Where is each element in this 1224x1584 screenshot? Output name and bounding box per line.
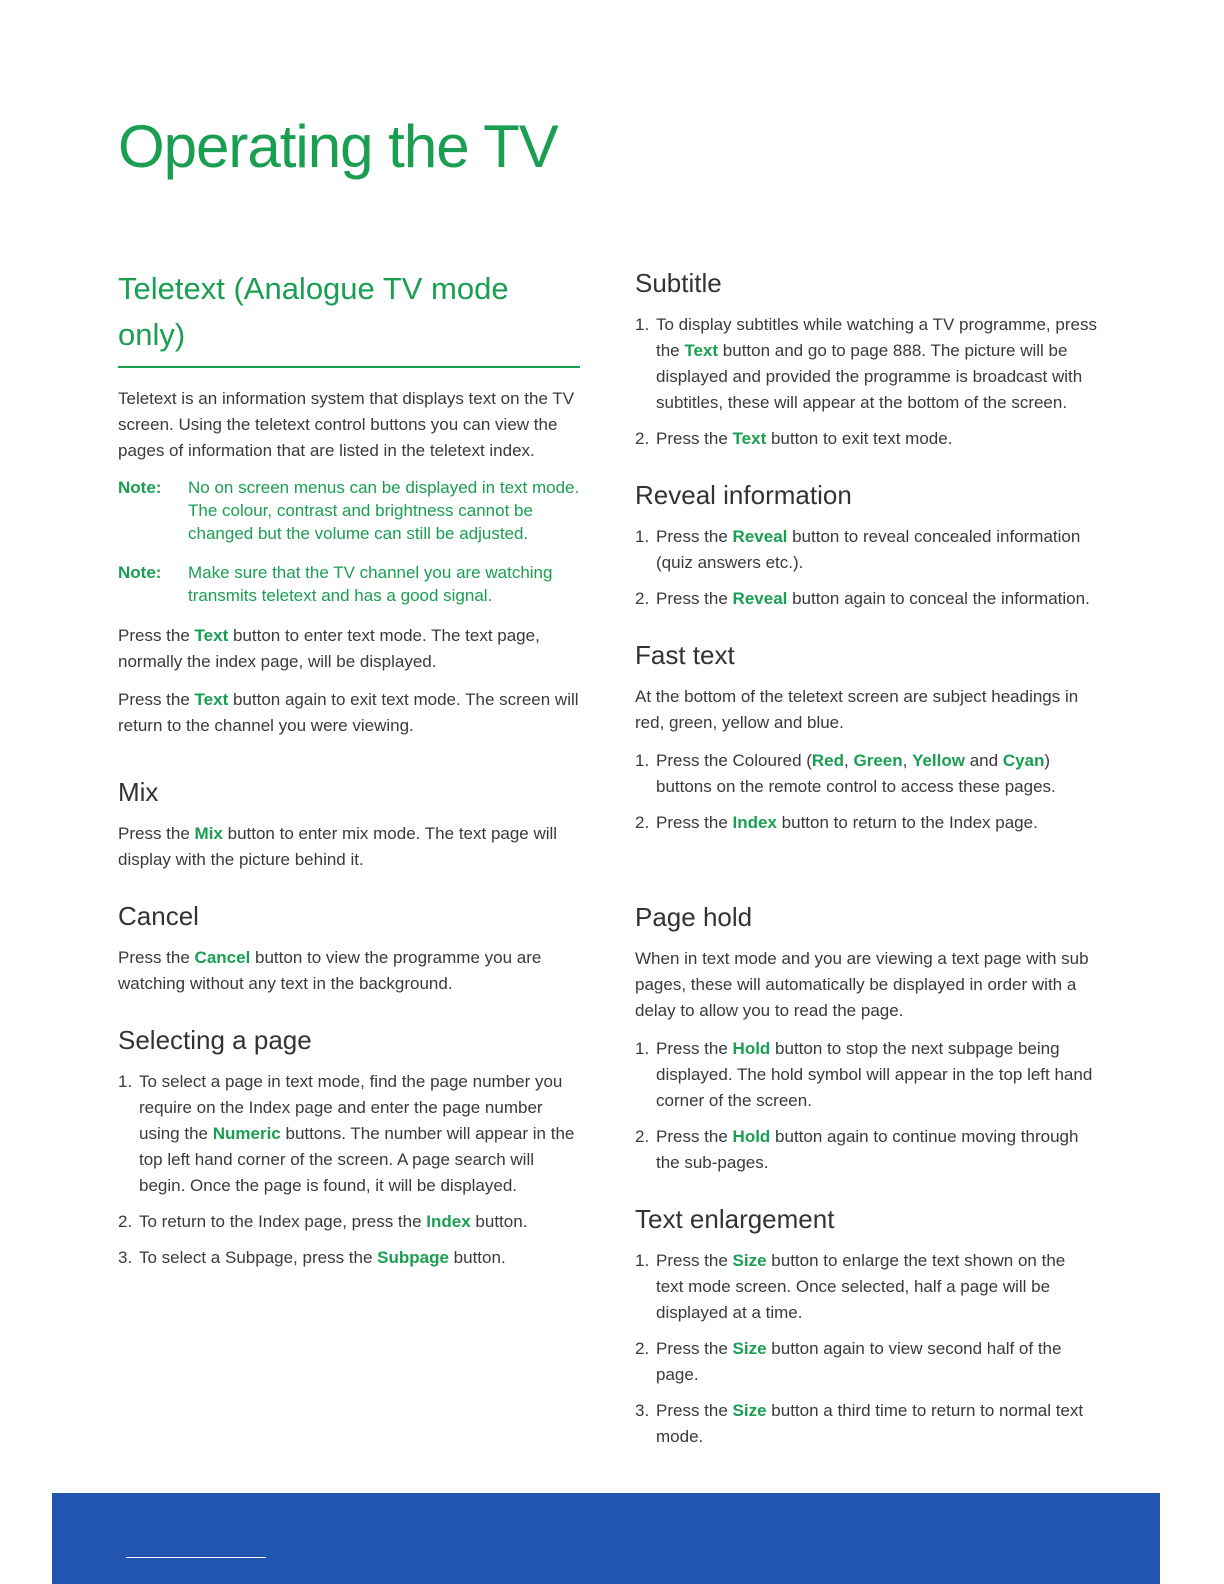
list-item: 1. Press the Hold button to stop the next subpage being displayed. The hold symbol will appear in the top left hand corner of the screen. bbox=[635, 1039, 1093, 1110]
note-1 bbox=[118, 476, 580, 545]
list-item: 1. Press the Reveal button to reveal concealed information (quiz answers etc.). bbox=[635, 527, 1081, 572]
text-enter-paragraph: Press the Text button to enter text mode. The text page, normally the index page, will be displayed. bbox=[118, 626, 540, 671]
note-text: No on screen menus can be displayed in text mode. The colour, contrast and brightness cannot be changed but the volume can still be adjusted. bbox=[188, 478, 580, 543]
reveal-section bbox=[635, 478, 1097, 612]
list-item: 2. Press the Index button to return to the Index page. bbox=[635, 813, 1038, 832]
fasttext-heading: Fast text bbox=[635, 640, 735, 670]
right-column bbox=[635, 266, 1097, 848]
list-item: 1. Press the Size button to enlarge the text shown on the text mode screen. Once selected, half a page will be displayed at a time. bbox=[635, 1251, 1066, 1322]
pagehold-list bbox=[635, 1036, 1097, 1176]
list-item: 2. Press the Reveal button again to conceal the information. bbox=[635, 589, 1090, 608]
right-column-lower bbox=[635, 900, 1097, 1462]
mix-paragraph: Press the Mix button to enter mix mode. The text page will display with the picture behind it. bbox=[118, 824, 558, 869]
pagehold-heading: Page hold bbox=[635, 902, 753, 932]
page-title: Operating the TV bbox=[118, 113, 558, 180]
list-item: 2. Press the Size button again to view second half of the page. bbox=[635, 1339, 1062, 1384]
cancel-button-label: Cancel bbox=[194, 948, 251, 967]
list-item: 2. Press the Hold button again to continue moving through the sub-pages. bbox=[635, 1127, 1079, 1172]
footer-bar bbox=[52, 1493, 1160, 1584]
list-item: 2. To return to the Index page, press the Index button. bbox=[118, 1212, 528, 1231]
selecting-list bbox=[118, 1069, 580, 1271]
teletext-heading: Teletext (Analogue TV mode only) bbox=[118, 266, 580, 368]
teletext-intro: Teletext is an information system that displays text on the TV screen. Using the teletext control buttons you can view the pages of information that are listed in the teletext index. bbox=[118, 389, 575, 460]
list-item: 2. Press the Text button to exit text mode. bbox=[635, 429, 953, 448]
list-item: 3. To select a Subpage, press the Subpage button. bbox=[118, 1248, 506, 1267]
left-column bbox=[118, 266, 580, 1283]
cancel-paragraph: Press the Cancel button to view the programme you are watching without any text in the background. bbox=[118, 948, 542, 993]
list-item: 1. To display subtitles while watching a TV programme, press the Text button and go to page 888. The picture will be displayed and provided the programme is broadcast with subtitles, these will appear at the bottom of the screen. bbox=[635, 315, 1097, 412]
fasttext-intro: At the bottom of the teletext screen are subject headings in red, green, yellow and blue. bbox=[635, 687, 1079, 732]
text-button-label: Text bbox=[194, 626, 229, 645]
note-label: Note: bbox=[118, 563, 162, 582]
note-text: Make sure that the TV channel you are watching transmits teletext and has a good signal. bbox=[188, 563, 553, 605]
selecting-heading: Selecting a page bbox=[118, 1025, 312, 1055]
mix-button-label: Mix bbox=[194, 824, 223, 843]
subtitle-heading: Subtitle bbox=[635, 268, 722, 298]
enlarge-list bbox=[635, 1248, 1097, 1450]
cancel-heading: Cancel bbox=[118, 901, 199, 931]
enlarge-heading: Text enlargement bbox=[635, 1204, 835, 1234]
selecting-section bbox=[118, 1023, 580, 1271]
list-item: 3. Press the Size button a third time to return to normal text mode. bbox=[635, 1401, 1084, 1446]
pagehold-section bbox=[635, 900, 1097, 1176]
footer-link[interactable] bbox=[126, 1557, 266, 1558]
note-2 bbox=[118, 561, 580, 607]
list-item: 1. To select a page in text mode, find the page number you require on the Index page and enter the page number using the Numeric buttons. The number will appear in the top left hand corner of the screen. A page search will begin. Once the page is found, it will be displayed. bbox=[118, 1072, 575, 1195]
pagehold-intro: When in text mode and you are viewing a text page with sub pages, these will automatically be displayed in order with a delay to allow you to read the page. bbox=[635, 949, 1089, 1020]
mix-section bbox=[118, 775, 580, 873]
teletext-section bbox=[118, 266, 580, 739]
enlarge-section bbox=[635, 1202, 1097, 1450]
subtitle-list bbox=[635, 312, 1097, 452]
fasttext-list bbox=[635, 748, 1097, 836]
reveal-list bbox=[635, 524, 1097, 612]
text-exit-paragraph: Press the Text button again to exit text mode. The screen will return to the channel you were viewing. bbox=[118, 690, 579, 735]
note-label: Note: bbox=[118, 478, 162, 497]
reveal-heading: Reveal information bbox=[635, 480, 852, 510]
list-item: 1. Press the Coloured (Red, Green, Yellow and Cyan) buttons on the remote control to access these pages. bbox=[635, 751, 1056, 796]
subtitle-section bbox=[635, 266, 1097, 452]
fasttext-section bbox=[635, 638, 1097, 836]
cancel-section bbox=[118, 899, 580, 997]
mix-heading: Mix bbox=[118, 777, 159, 807]
text-button-label: Text bbox=[194, 690, 229, 709]
